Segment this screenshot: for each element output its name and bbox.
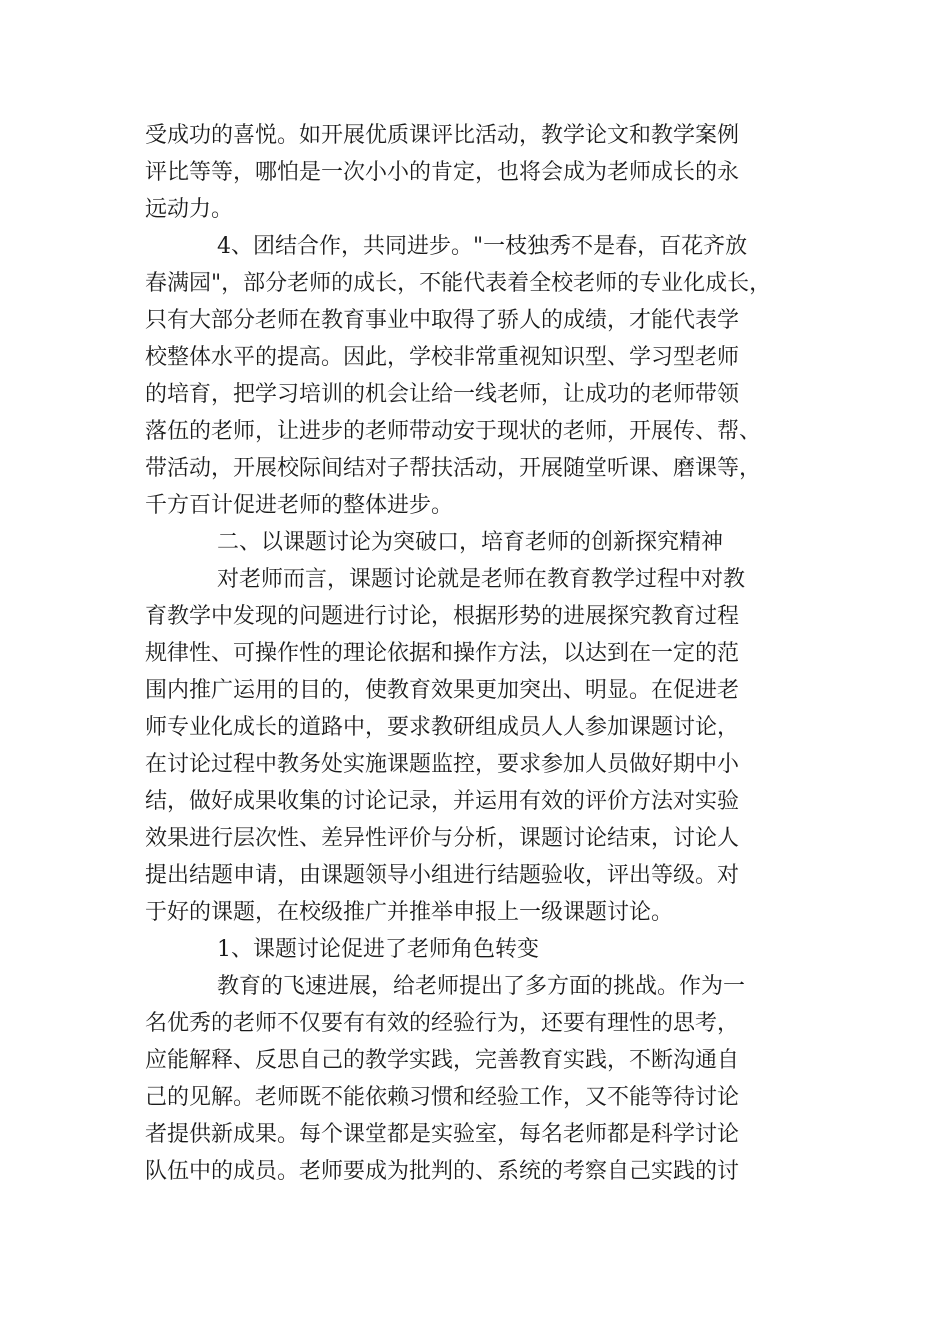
text-line: 提出结题申请，由课题领导小组进行结题验收，评出等级。对: [145, 863, 740, 888]
text-line: 远动力。: [145, 197, 234, 222]
text-line: 结，做好成果收集的讨论记录，并运用有效的评价方法对实验: [145, 789, 740, 814]
text-line: 己的见解。老师既不能依赖习惯和经验工作，又不能等待讨论: [145, 1085, 740, 1110]
text-line: 受成功的喜悦。如开展优质课评比活动，教学论文和教学案例: [145, 123, 740, 148]
text-line: 名优秀的老师不仅要有有效的经验行为，还要有理性的思考，: [145, 1011, 740, 1036]
text-line: 效果进行层次性、差异性评价与分析，课题讨论结束，讨论人: [145, 826, 740, 851]
text-line: 只有大部分老师在教育事业中取得了骄人的成绩，才能代表学: [145, 308, 740, 333]
text-line: 队伍中的成员。老师要成为批判的、系统的考察自己实践的讨: [145, 1159, 740, 1184]
text-line: 带活动，开展校际间结对子帮扶活动，开展随堂听课、磨课等，: [145, 456, 762, 481]
text-line: 春满园"，部分老师的成长，不能代表着全校老师的专业化成长，: [145, 271, 772, 296]
text-line: 应能解释、反思自己的教学实践，完善教育实践，不断沟通自: [145, 1048, 740, 1073]
text-line: 对老师而言，课题讨论就是老师在教育教学过程中对教: [217, 567, 746, 592]
text-line: 二、以课题讨论为突破口，培育老师的创新探究精神: [217, 530, 724, 555]
text-line: 评比等等，哪怕是一次小小的肯定，也将会成为老师成长的永: [145, 160, 740, 185]
text-line: 的培育，把学习培训的机会让给一线老师，让成功的老师带领: [145, 382, 740, 407]
text-line: 校整体水平的提高。因此，学校非常重视知识型、学习型老师: [145, 345, 740, 370]
text-line: 师专业化成长的道路中，要求教研组成员人人参加课题讨论，: [145, 715, 740, 740]
text-line: 围内推广运用的目的，使教育效果更加突出、明显。在促进老: [145, 678, 740, 703]
text-line: 在讨论过程中教务处实施课题监控，要求参加人员做好期中小: [145, 752, 740, 777]
document-body: [145, 117, 825, 1190]
text-line: 教育的飞速进展，给老师提出了多方面的挑战。作为一: [217, 974, 746, 999]
text-line: 落伍的老师，让进步的老师带动安于现状的老师，开展传、帮、: [145, 419, 762, 444]
text-line: 规律性、可操作性的理论依据和操作方法，以达到在一定的范: [145, 641, 740, 666]
text-line: 者提供新成果。每个课堂都是实验室，每名老师都是科学讨论: [145, 1122, 740, 1147]
text-line: 千方百计促进老师的整体进步。: [145, 493, 454, 518]
text-line: 4、团结合作，共同进步。"一枝独秀不是春，百花齐放: [217, 234, 748, 259]
text-line: 1、课题讨论促进了老师角色转变: [217, 937, 539, 962]
text-line: 育教学中发现的问题进行讨论，根据形势的进展探究教育过程: [145, 604, 740, 629]
text-line: 于好的课题，在校级推广并推举申报上一级课题讨论。: [145, 900, 674, 925]
